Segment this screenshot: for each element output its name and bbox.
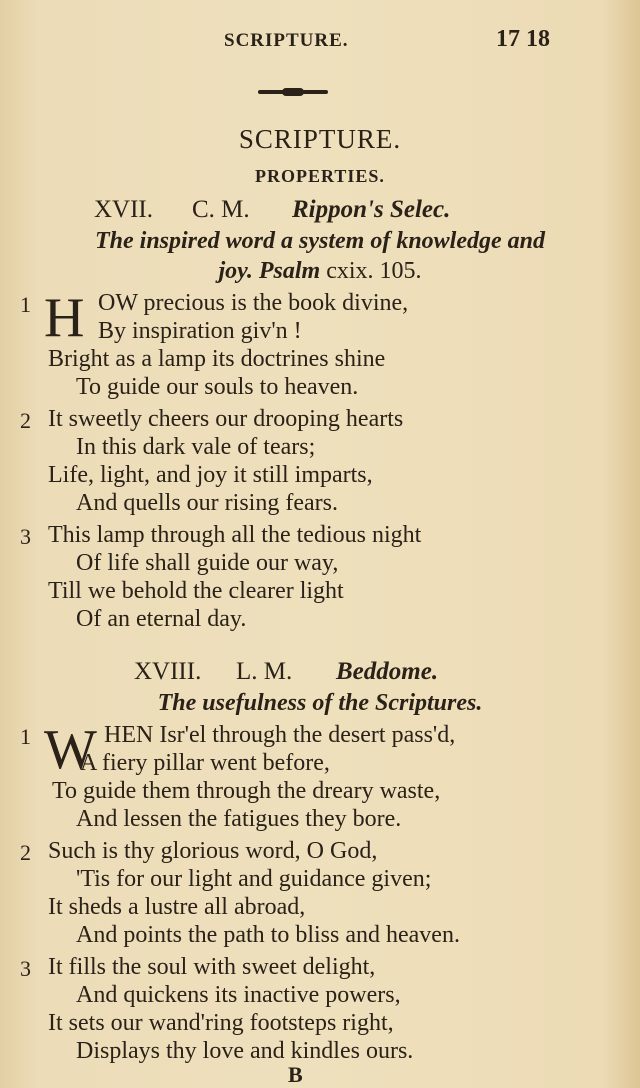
verse-line: This lamp through all the tedious night bbox=[48, 522, 422, 548]
verse-line: And lessen the fatigues they bore. bbox=[76, 806, 402, 832]
verse-line: Till we behold the clearer light bbox=[48, 578, 344, 604]
verse-line: Such is thy glorious word, O God, bbox=[48, 838, 378, 864]
verse-line: 'Tis for our light and guidance given; bbox=[76, 866, 432, 892]
hymn-meter: C. M. bbox=[192, 196, 250, 223]
verse-line: And quickens its inactive powers, bbox=[76, 982, 401, 1008]
verse-line: Of life shall guide our way, bbox=[76, 550, 339, 576]
verse-line: Displays thy love and kindles ours. bbox=[76, 1038, 414, 1064]
verse-line: By inspiration giv'n ! bbox=[98, 318, 302, 344]
verse-number: 3 bbox=[20, 524, 31, 549]
scripture-reference: cxix. 105. bbox=[326, 258, 422, 284]
verse-line: Of an eternal day. bbox=[76, 606, 247, 632]
hymn-number: XVIII. bbox=[134, 658, 202, 685]
hymn-author: Rippon's Selec. bbox=[292, 196, 451, 223]
hymn-subject: The inspired word a system of knowledge and bbox=[94, 228, 545, 254]
verse-number: 2 bbox=[20, 408, 31, 433]
hymn-number: XVII. bbox=[94, 196, 154, 223]
decorative-rule bbox=[258, 90, 328, 94]
verse-line: It sets our wand'ring footsteps right, bbox=[48, 1010, 394, 1036]
verse-line: It fills the soul with sweet delight, bbox=[48, 954, 376, 980]
verse-line: Bright as a lamp its doctrines shine bbox=[48, 346, 386, 372]
verse-number: 2 bbox=[20, 840, 31, 865]
hymn-meter: L. M. bbox=[236, 658, 293, 685]
hymn-subject-cont bbox=[0, 258, 640, 285]
verse-line: And quells our rising fears. bbox=[76, 490, 338, 516]
verse-line: It sheds a lustre all abroad, bbox=[48, 894, 306, 920]
verse-line: It sweetly cheers our drooping hearts bbox=[48, 406, 404, 432]
verse-number: 3 bbox=[20, 956, 31, 981]
page-numbers: 17 18 bbox=[496, 26, 550, 52]
drop-cap: W bbox=[44, 719, 97, 781]
drop-cap: H bbox=[44, 287, 85, 349]
hymn-subject-text: joy. Psalm bbox=[218, 258, 321, 284]
verse-line: In this dark vale of tears; bbox=[76, 434, 316, 460]
running-head: SCRIPTURE. bbox=[224, 30, 349, 51]
verse-line: To guide them through the dreary waste, bbox=[52, 778, 441, 804]
verse-line: To guide our souls to heaven. bbox=[76, 374, 359, 400]
verse-number: 1 bbox=[20, 724, 31, 749]
verse-line: HEN Isr'el through the desert pass'd, bbox=[104, 722, 456, 748]
hymn-subject: The usefulness of the Scriptures. bbox=[157, 690, 483, 716]
verse-line: OW precious is the book divine, bbox=[98, 290, 409, 316]
verse-line: And points the path to bliss and heaven. bbox=[76, 922, 460, 948]
page-header bbox=[0, 26, 640, 56]
verse-line: Life, light, and joy it still imparts, bbox=[48, 462, 373, 488]
section-title: SCRIPTURE. bbox=[238, 124, 402, 154]
hymn-author: Beddome. bbox=[336, 658, 439, 685]
verse-line: A fiery pillar went before, bbox=[80, 750, 330, 776]
section-subtitle: PROPERTIES. bbox=[255, 166, 385, 186]
verse-number: 1 bbox=[20, 292, 31, 317]
signature-mark: B bbox=[288, 1062, 303, 1087]
